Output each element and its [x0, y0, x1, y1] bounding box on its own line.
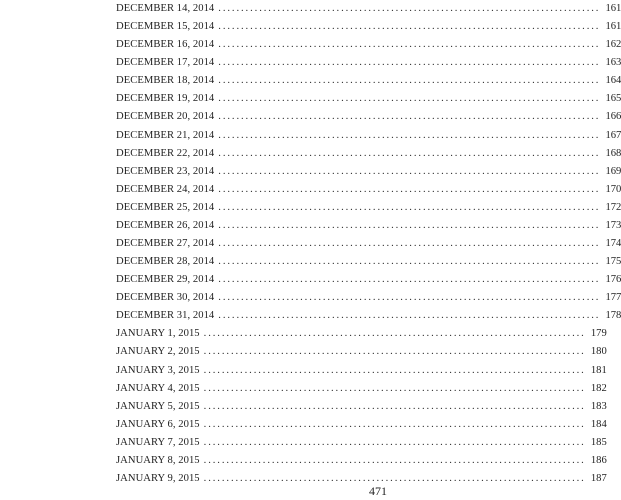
toc-entry-label: DECEMBER 25, 2014: [116, 201, 215, 213]
toc-entry-page: 162: [605, 39, 621, 51]
dot-leader: ....................................................................................: [203, 400, 586, 412]
toc-entry[interactable]: [116, 325, 607, 343]
toc-entry-page: 184: [590, 418, 607, 430]
dot-leader: ....................................................................................: [218, 219, 601, 231]
dot-leader: ....................................................................................: [203, 346, 586, 358]
toc-entry[interactable]: [116, 217, 621, 235]
toc-entry-page: 187: [590, 473, 607, 485]
toc-entry-label: DECEMBER 29, 2014: [116, 274, 215, 286]
toc-entry-label: DECEMBER 20, 2014: [116, 111, 215, 123]
dot-leader: ....................................................................................: [203, 473, 586, 485]
toc-entry[interactable]: [116, 199, 621, 217]
toc-entry-page: 168: [605, 147, 621, 159]
dot-leader: ....................................................................................: [218, 310, 601, 322]
toc-entry[interactable]: [116, 343, 607, 361]
dot-leader: ....................................................................................: [203, 418, 586, 430]
toc-entry-label: DECEMBER 24, 2014: [116, 183, 215, 195]
toc-entry[interactable]: [116, 18, 621, 36]
dot-leader: ....................................................................................: [218, 256, 601, 268]
toc-entry[interactable]: [116, 452, 607, 470]
dot-leader: ....................................................................................: [218, 75, 601, 87]
toc-entry-page: 165: [605, 93, 621, 105]
dot-leader: ....................................................................................: [218, 201, 601, 213]
toc-entry-label: DECEMBER 30, 2014: [116, 292, 215, 304]
toc-entry-page: 166: [605, 111, 621, 123]
dot-leader: ....................................................................................: [218, 129, 601, 141]
toc-entry[interactable]: [116, 0, 621, 18]
toc-entry-page: 182: [590, 382, 607, 394]
toc-entry[interactable]: [116, 271, 621, 289]
dot-leader: ....................................................................................: [218, 3, 601, 14]
dot-leader: ....................................................................................: [218, 292, 601, 304]
toc-entry[interactable]: [116, 289, 621, 307]
toc-entry[interactable]: [116, 362, 607, 380]
page-number: 471: [369, 484, 387, 498]
toc-entry[interactable]: [116, 253, 621, 271]
toc-entry-page: 175: [605, 256, 621, 268]
dot-leader: ....................................................................................: [218, 274, 601, 286]
toc-entry-label: JANUARY 8, 2015: [116, 454, 200, 466]
toc-entry-page: 169: [605, 165, 621, 177]
toc-entry-label: DECEMBER 22, 2014: [116, 147, 215, 159]
dot-leader: ....................................................................................: [218, 183, 601, 195]
toc-entry-label: JANUARY 3, 2015: [116, 364, 200, 376]
toc-entry[interactable]: [116, 163, 621, 181]
toc-entry-page: 174: [605, 238, 621, 250]
toc-entry-label: DECEMBER 28, 2014: [116, 256, 215, 268]
toc-entry-label: JANUARY 2, 2015: [116, 346, 200, 358]
dot-leader: ....................................................................................: [218, 238, 601, 250]
toc-entry-label: JANUARY 9, 2015: [116, 473, 200, 485]
dot-leader: ....................................................................................: [218, 57, 601, 69]
toc-entry-label: DECEMBER 19, 2014: [116, 93, 215, 105]
dot-leader: ....................................................................................: [203, 328, 586, 340]
dot-leader: ....................................................................................: [203, 436, 586, 448]
dot-leader: ....................................................................................: [218, 21, 601, 33]
dot-leader: ....................................................................................: [203, 382, 586, 394]
toc-entry-page: 185: [590, 436, 607, 448]
toc-entry[interactable]: [116, 90, 621, 108]
toc-entry-label: DECEMBER 26, 2014: [116, 219, 215, 231]
toc-entry-label: JANUARY 4, 2015: [116, 382, 200, 394]
toc-entry-page: 181: [590, 364, 607, 376]
toc-entry-label: DECEMBER 15, 2014: [116, 21, 215, 33]
dot-leader: ....................................................................................: [203, 364, 586, 376]
toc-entry-label: DECEMBER 17, 2014: [116, 57, 215, 69]
toc-entry-label: DECEMBER 18, 2014: [116, 75, 215, 87]
toc-entry-page: 163: [605, 57, 621, 69]
toc-entry-page: 176: [605, 274, 621, 286]
dot-leader: ....................................................................................: [218, 39, 601, 51]
toc-entry-page: 161: [605, 21, 621, 33]
toc-entry[interactable]: [116, 72, 621, 90]
toc-entry-page: 178: [605, 310, 621, 322]
toc-entry-page: 172: [605, 201, 621, 213]
toc-entry-page: 164: [605, 75, 621, 87]
toc-entry-label: DECEMBER 21, 2014: [116, 129, 215, 141]
toc-entry-label: JANUARY 1, 2015: [116, 328, 200, 340]
dot-leader: ....................................................................................: [218, 147, 601, 159]
toc-entry-label: DECEMBER 14, 2014: [116, 3, 215, 14]
toc-entry-label: DECEMBER 16, 2014: [116, 39, 215, 51]
toc-entry[interactable]: [116, 434, 607, 452]
toc-entry[interactable]: [116, 181, 621, 199]
dot-leader: ....................................................................................: [218, 111, 601, 123]
toc-entry-page: 167: [605, 129, 621, 141]
toc-entry[interactable]: [116, 416, 607, 434]
toc-entry[interactable]: [116, 470, 607, 488]
toc-entry-page: 170: [605, 183, 621, 195]
toc-entry-page: 173: [605, 219, 621, 231]
toc-entry[interactable]: [116, 54, 621, 72]
dot-leader: ....................................................................................: [218, 93, 601, 105]
toc-entry-label: DECEMBER 27, 2014: [116, 238, 215, 250]
toc-entry[interactable]: [116, 108, 621, 126]
toc-entry-label: JANUARY 7, 2015: [116, 436, 200, 448]
toc-entry-label: DECEMBER 23, 2014: [116, 165, 215, 177]
toc-entry[interactable]: [116, 36, 621, 54]
toc-entry[interactable]: [116, 398, 607, 416]
dot-leader: ....................................................................................: [218, 165, 601, 177]
dot-leader: ....................................................................................: [203, 454, 586, 466]
toc-entry-page: 179: [590, 328, 607, 340]
toc-entry-label: DECEMBER 31, 2014: [116, 310, 215, 322]
toc-entry[interactable]: [116, 380, 607, 398]
toc-entry-page: 186: [590, 454, 607, 466]
toc-entry[interactable]: [116, 307, 621, 325]
toc-entry-label: JANUARY 6, 2015: [116, 418, 200, 430]
toc-entry-page: 161: [605, 3, 621, 14]
table-of-contents: [116, 0, 621, 488]
toc-entry-page: 177: [605, 292, 621, 304]
toc-entry-page: 180: [590, 346, 607, 358]
toc-entry[interactable]: [116, 127, 621, 145]
toc-entry-label: JANUARY 5, 2015: [116, 400, 200, 412]
toc-entry[interactable]: [116, 145, 621, 163]
toc-entry[interactable]: [116, 235, 621, 253]
toc-entry-page: 183: [590, 400, 607, 412]
